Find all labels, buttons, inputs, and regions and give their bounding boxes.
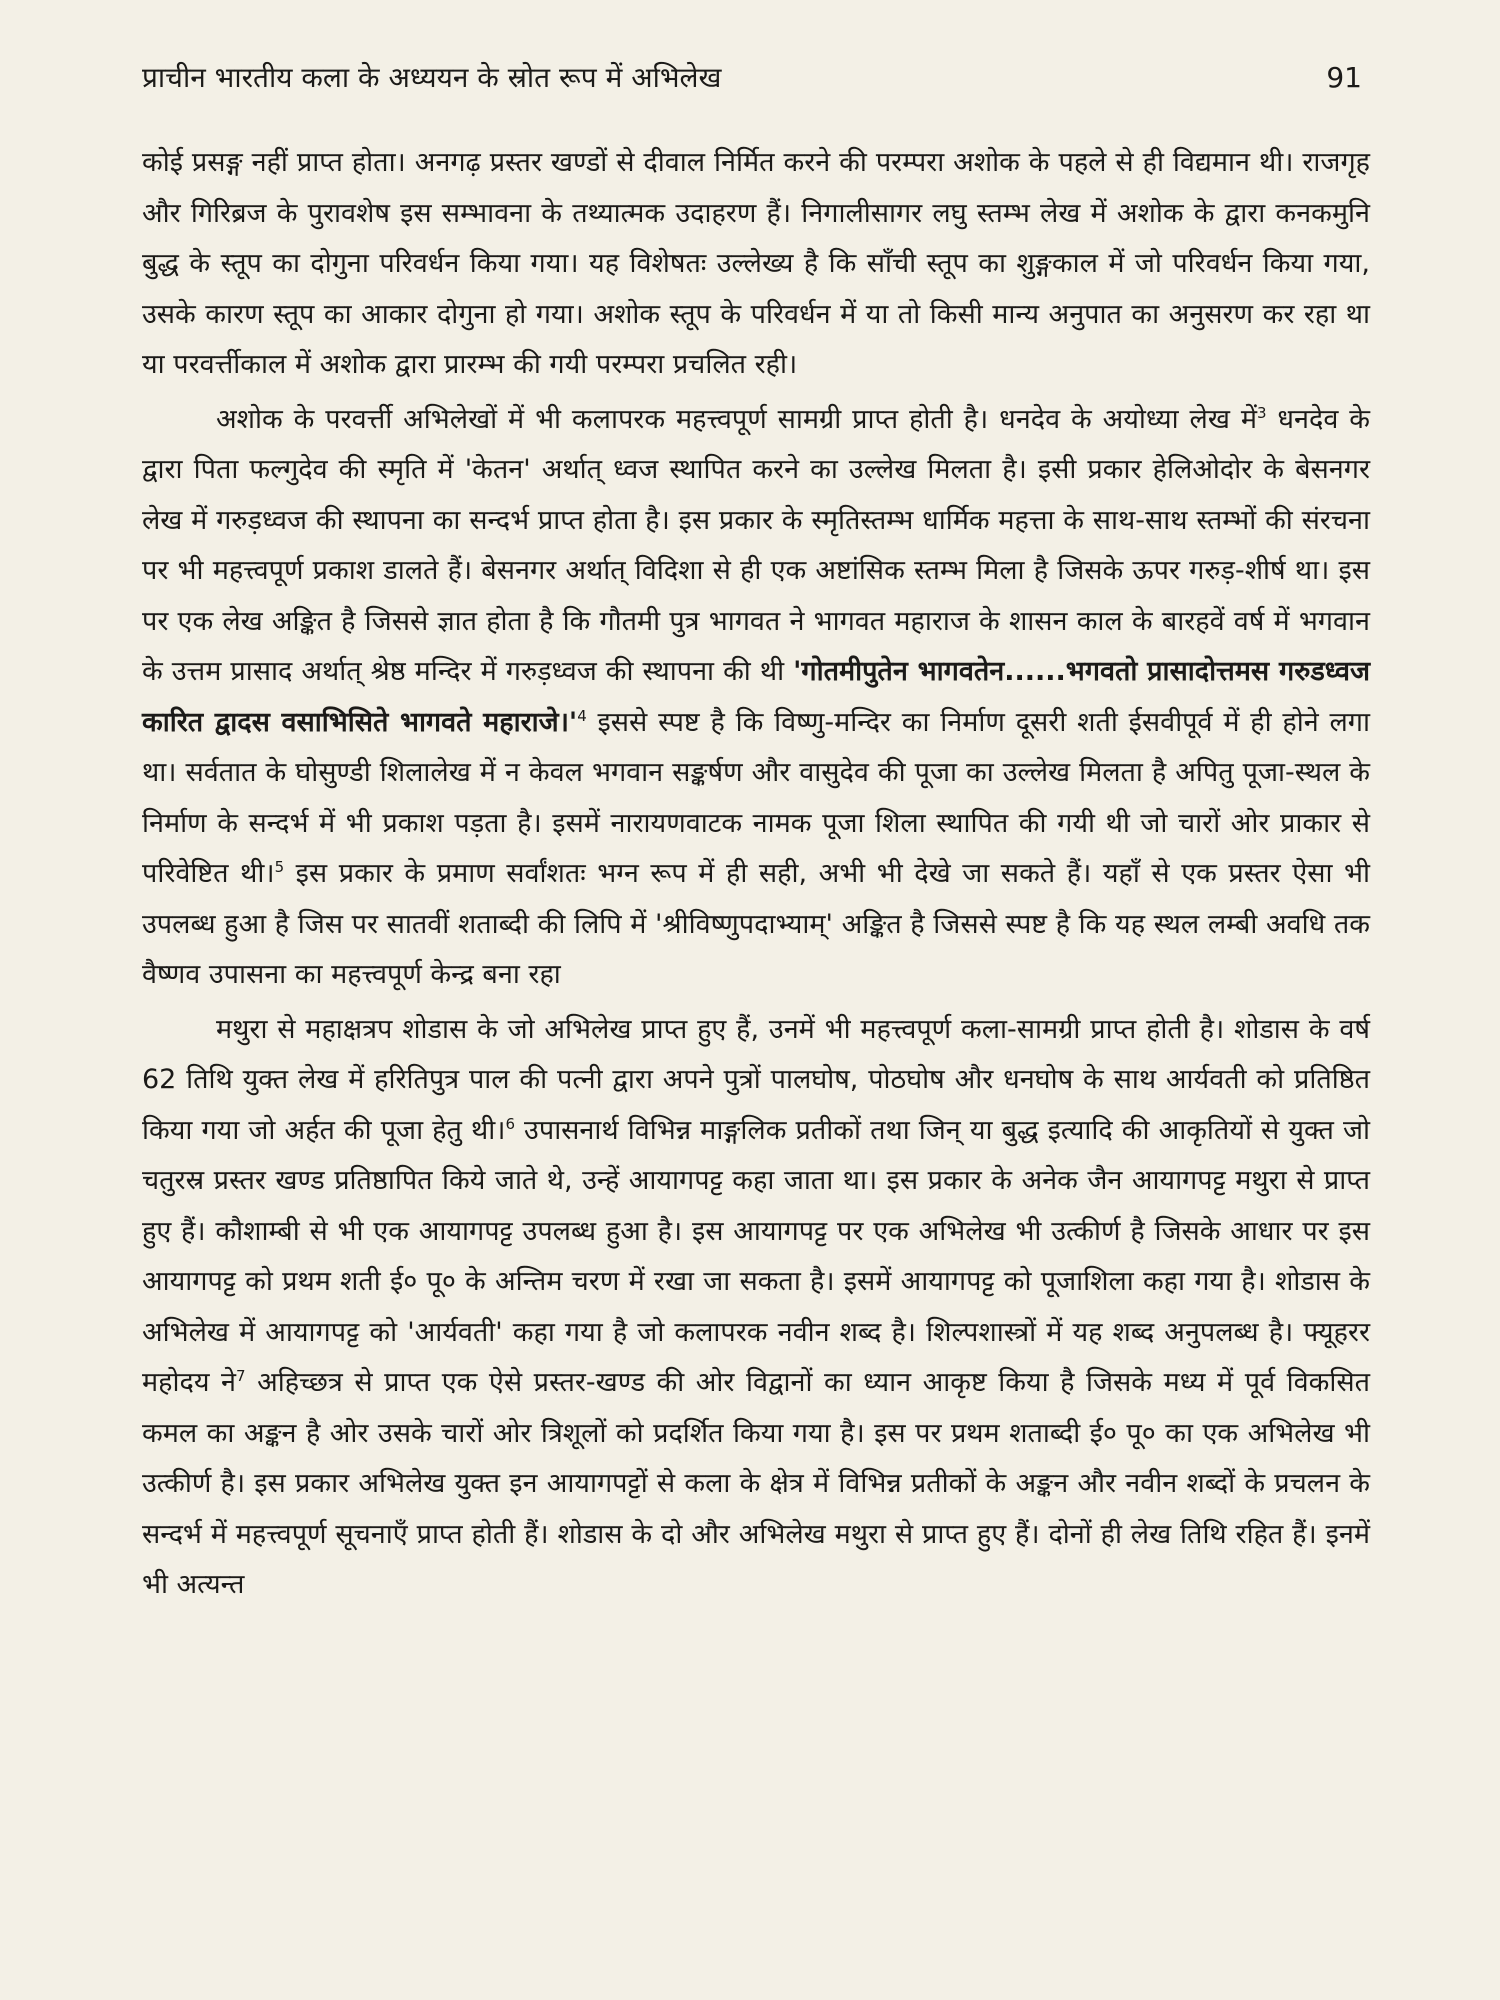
footnote-ref-7: 7: [236, 1367, 246, 1385]
footnote-ref-5: 5: [274, 858, 285, 876]
paragraph-1: [142, 138, 1370, 391]
footnote-ref-3: 3: [1257, 403, 1267, 422]
page-number: 91: [1326, 61, 1362, 94]
paragraph-3: [142, 1005, 1370, 1611]
paragraph-2-text-part-4: इस प्रकार के प्रमाण सर्वांशतः भग्न रूप में ही सही, अभी भी देखे जा सकते हैं। यहाँ से एक प्रस्तर ऐसा भी उपलब्ध हुआ है जिस पर सातवीं शताब्दी की लिपि में 'श्रीविष्णुपदाभ्याम्' अङ्कित है जिससे स्पष्ट है कि यह स्थल लम्बी अवधि तक वैष्णव उपासना का महत्त्वपूर्ण केन्द्र बना रहा: [142, 858, 1370, 990]
paragraph-2: [142, 395, 1370, 1001]
inscription-quote: 'गोतमीपुतेन भागवतेन......भगवतो प्रासादोत्तमस गरुडध्वज कारित द्वादस वसाभिसिते भागवते महाराजे।': [142, 656, 1370, 738]
chapter-title: प्राचीन भारतीय कला के अध्ययन के स्रोत रूप में अभिलेख: [142, 61, 722, 94]
footnote-ref-6: 6: [505, 1114, 515, 1133]
running-head: [142, 58, 1370, 98]
paragraph-3-text-part-3: अहिच्छत्र से प्राप्त एक ऐसे प्रस्तर-खण्ड की ओर विद्वानों का ध्यान आकृष्ट किया है जिसके मध्य में पूर्व विकसित कमल का अङ्कन है ओर उसके चारों ओर त्रिशूलों को प्रदर्शित किया गया है। इस पर प्रथम शताब्दी ई० पू० का एक अभिलेख भी उत्कीर्ण है। इस प्रकार अभिलेख युक्त इन आयागपट्टों से कला के क्षेत्र में विभिन्न प्रतीकों के अङ्कन और नवीन शब्दों के प्रचलन के सन्दर्भ में महत्त्वपूर्ण सूचनाएँ प्राप्त होती हैं। शोडास के दो और अभिलेख मथुरा से प्राप्त हुए हैं। दोनों ही लेख तिथि रहित हैं। इनमें भी अत्यन्त: [142, 1367, 1370, 1600]
footnote-ref-4: 4: [577, 706, 587, 725]
paragraph-2-text-part-1: अशोक के परवर्त्ती अभिलेखों में भी कलापरक महत्त्वपूर्ण सामग्री प्राप्त होती है। धनदेव के अयोध्या लेख में: [216, 403, 1257, 435]
paragraph-3-text-part-1: मथुरा से महाक्षत्रप शोडास के जो अभिलेख प्राप्त हुए हैं, उनमें भी महत्त्वपूर्ण कला-सामग्री प्राप्त होती है। शोडास के वर्ष 62 तिथि युक्त लेख में हरितिपुत्र पाल की पत्नी द्वारा अपने पुत्रों पालघोष, पोठघोष और धनघोष के साथ आर्यवती को प्रतिष्ठित किया गया जो अर्हत की पूजा हेतु थी।: [142, 1013, 1370, 1146]
paragraph-3-text-part-2: उपासनार्थ विभिन्न माङ्गलिक प्रतीकों तथा जिन् या बुद्ध इत्यादि की आकृतियों से युक्त जो चतुरस्र प्रस्तर खण्ड प्रतिष्ठापित किये जाते थे, उन्हें आयागपट्ट कहा जाता था। इस प्रकार के अनेक जैन आयागपट्ट मथुरा से प्राप्त हुए हैं। कौशाम्बी से भी एक आयागपट्ट उपलब्ध हुआ है। इस आयागपट्ट पर एक अभिलेख भी उत्कीर्ण है जिसके आधार पर इस आयागपट्ट को प्रथम शती ई० पू० के अन्तिम चरण में रखा जा सकता है। इसमें आयागपट्ट को पूजाशिला कहा गया है। शोडास के अभिलेख में आयागपट्ट को 'आर्यवती' कहा गया है जो कलापरक नवीन शब्द है। शिल्पशास्त्रों में यह शब्द अनुपलब्ध है। फ्यूहरर महोदय ने: [142, 1114, 1370, 1398]
paragraph-2-text-part-2: धनदेव के द्वारा पिता फल्गुदेव की स्मृति में 'केतन' अर्थात् ध्वज स्थापित करने का उल्लेख मिलता है। इसी प्रकार हेलिओदोर के बेसनगर लेख में गरुड़ध्वज की स्थापना का सन्दर्भ प्राप्त होता है। इस प्रकार के स्मृतिस्तम्भ धार्मिक महत्ता के साथ-साथ स्तम्भों की संरचना पर भी महत्त्वपूर्ण प्रकाश डालते हैं। बेसनगर अर्थात् विदिशा से ही एक अष्टांसिक स्तम्भ मिला है जिसके ऊपर गरुड़-शीर्ष था। इस पर एक लेख अङ्कित है जिससे ज्ञात होता है कि गौतमी पुत्र भागवत ने भागवत महाराज के शासन काल के बारहवें वर्ष में भगवान के उत्तम प्रासाद अर्थात् श्रेष्ठ मन्दिर में गरुड़ध्वज की स्थापना की थी: [142, 403, 1370, 687]
paragraph-2-text-part-3: इससे स्पष्ट है कि विष्णु-मन्दिर का निर्माण दूसरी शती ईसवीपूर्व में ही होने लगा था। सर्वतात के घोसुण्डी शिलालेख में न केवल भगवान सङ्कर्षण और वासुदेव की पूजा का उल्लेख मिलता है अपितु पूजा-स्थल के निर्माण के सन्दर्भ में भी प्रकाश पड़ता है। इसमें नारायणवाटक नामक पूजा शिला स्थापित की गयी थी जो चारों ओर प्राकार से परिवेष्टित थी।: [142, 706, 1370, 889]
paragraph-1-text: कोई प्रसङ्ग नहीं प्राप्त होता। अनगढ़ प्रस्तर खण्डों से दीवाल निर्मित करने की परम्परा अशोक के पहले से ही विद्यमान थी। राजगृह और गिरिब्रज के पुरावशेष इस सम्भावना के तथ्यात्मक उदाहरण हैं। निगालीसागर लघु स्तम्भ लेख में अशोक के द्वारा कनकमुनि बुद्ध के स्तूप का दोगुना परिवर्धन किया गया। यह विशेषतः उल्लेख्य है कि साँची स्तूप का शुङ्गकाल में जो परिवर्धन किया गया, उसके कारण स्तूप का आकार दोगुना हो गया। अशोक स्तूप के परिवर्धन में या तो किसी मान्य अनुपात का अनुसरण कर रहा था या परवर्त्तीकाल में अशोक द्वारा प्रारम्भ की गयी परम्परा प्रचलित रही।: [142, 147, 1370, 380]
